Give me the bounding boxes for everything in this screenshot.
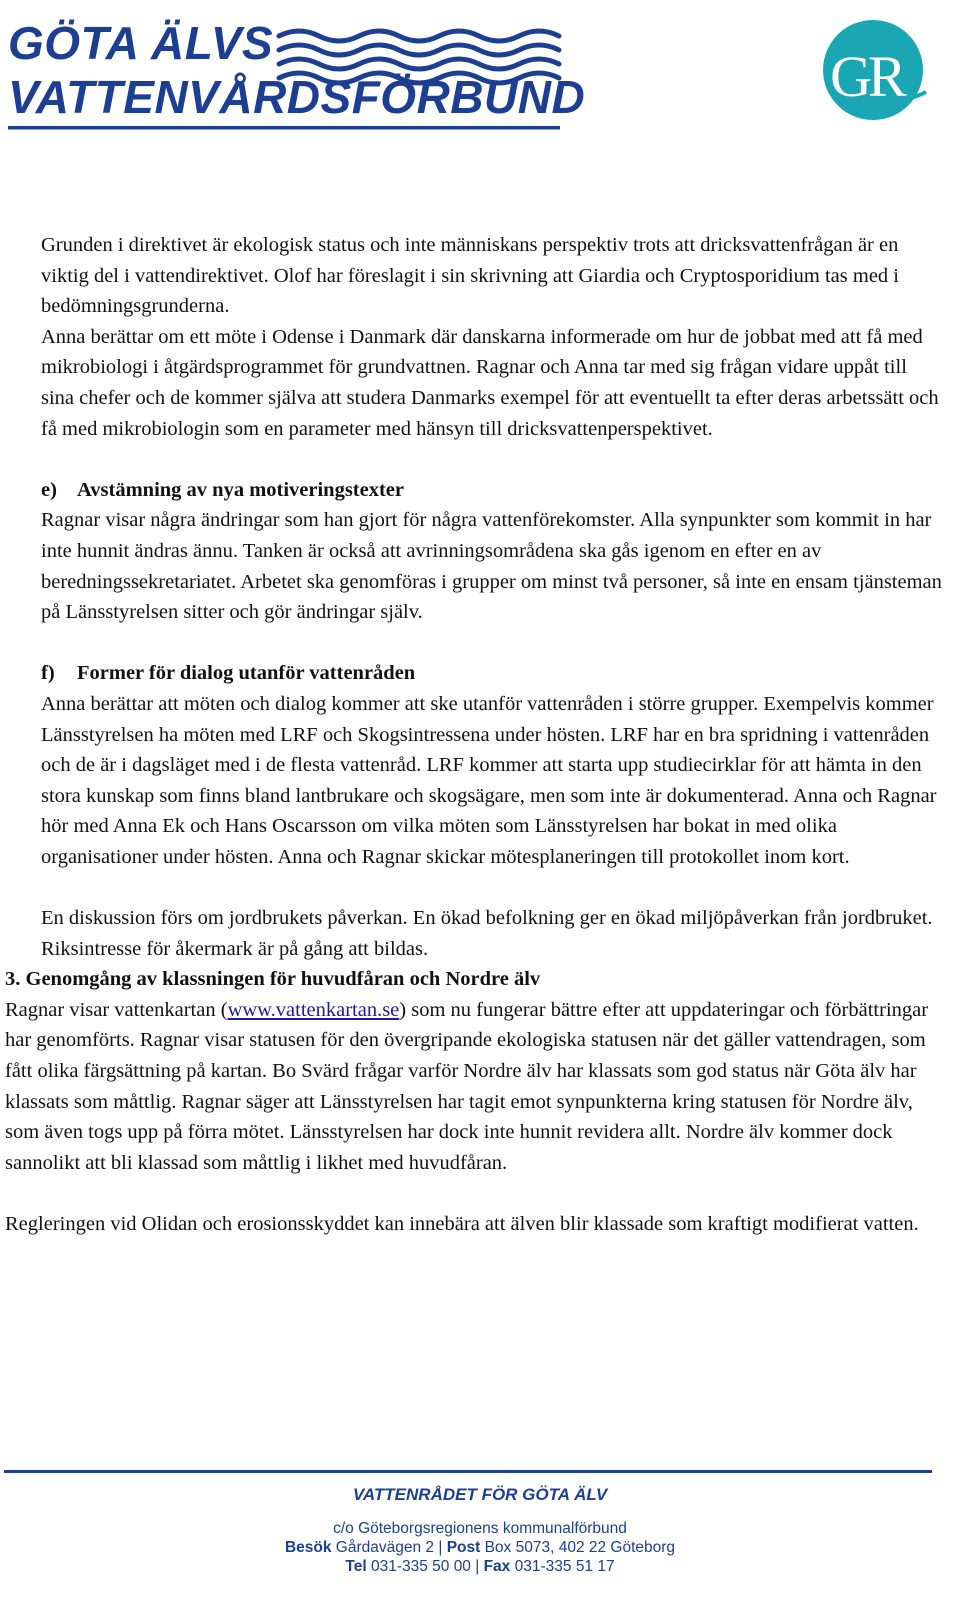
footer-value: Gårdavägen 2: [335, 1539, 435, 1556]
section-heading-3: 3. Genomgång av klassningen för huvudfåran och Nordre älv: [5, 968, 541, 991]
paragraph: Anna berättar att möten och dialog kommer att ske utanför vattenråden i större grupper. Exempelvis kommer Länsstyrelsen ha möten med LRF och Skogsintressena under hösten. LRF har en bra spridning i vattenråden och de är i dagsläget med i de flesta vattenråd. LRF kommer att starta upp studiecirklar för att hämta in den stora kunskap som finns bland lantbrukare och skogsägare, men som inte är dokumenterad. Anna och Ragnar hör med Anna Ek och Hans Oscarsson om vilka möten som Länsstyrelsen har bokat in med olika organisationer under hösten. Anna och Ragnar skickar mötesplaneringen till protokollet inom kort.: [41, 692, 937, 868]
footer-label: Besök: [284, 1539, 332, 1556]
section-heading-e: [0, 475, 960, 506]
wave-lines-icon: [4, 14, 574, 144]
gr-logo: [820, 18, 930, 128]
paragraph: Grunden i direktivet är ekologisk status och inte människans perspektiv trots att dricksvattenfrågan är en viktig del i vattendirektivet. Olof har föreslagit i sin skrivning att Giardia och Cryptosporidium tas med i bedömningsgrunderna.: [41, 234, 899, 318]
footer-value: 031-335 51 17: [514, 1558, 615, 1575]
paragraph: En diskussion förs om jordbrukets påverkan. En ökad befolkning ger en ökad miljöpåverkan från jordbruket. Riksintresse för åkermark är på gång att bildas.: [41, 907, 933, 960]
text-span: ) som nu fungerar bättre efter att uppdateringar och förbättringar har genomförts. Ragnar visar statusen för den övergripande ekologiska statusen när det gäller vattendragen, som fått olika färgsättning på kartan. Bo Svärd frågar varför Nordre älv har klassats som god status när Göta älv har klassats som måttlig. Ragnar säger att Länsstyrelsen har tagit emot synpunkterna kring statusen för Nordre älv, som även togs upp på förra mötet. Länsstyrelsen har dock inte hunnit revidera allt. Nordre älv kommer dock sannolikt att bli klassad som måttlig i likhet med huvudfåran.: [5, 998, 929, 1174]
footer-separator: |: [475, 1558, 480, 1575]
vattenkartan-link[interactable]: www.vattenkartan.se: [227, 998, 400, 1021]
footer-divider: [4, 1470, 932, 1473]
text-span: Ragnar visar vattenkartan (: [5, 998, 228, 1021]
footer-value: Box 5073, 402 22 Göteborg: [484, 1539, 676, 1556]
org-logo: [4, 14, 586, 134]
footer-value: 031-335 50 00: [370, 1558, 471, 1575]
section-title: Avstämning av nya motiveringstexter: [77, 478, 405, 501]
section-label: e): [41, 478, 57, 501]
section-heading-f: [0, 658, 960, 689]
section-title: Former för dialog utanför vattenråden: [77, 662, 416, 685]
footer-title: VATTENRÅDET FÖR GÖTA ÄLV: [352, 1485, 608, 1504]
org-name-line1: GÖTA ÄLVS: [8, 17, 274, 69]
org-name-line2: VATTENVÅRDSFÖRBUND: [8, 71, 586, 123]
footer-address-line: [0, 1538, 960, 1557]
paragraph: Regleringen vid Olidan och erosionsskyddet kan innebära att älven blir klassade som kraftigt modifierat vatten.: [5, 1213, 919, 1235]
footer-separator: |: [438, 1539, 443, 1556]
document-body: [0, 230, 960, 1240]
section-label: f): [41, 662, 55, 685]
paragraph: Ragnar visar några ändringar som han gjort för några vattenförekomster. Alla synpunkter som kommit in har inte hunnit ändras ännu. Tanken är också att avrinningsområdena ska gås igenom en efter en av beredningssekretariatet. Arbetet ska genomföras i grupper om minst två personer, så inte en ensam tjänsteman på Länsstyrelsen sitter och gör ändringar själv.: [41, 509, 942, 624]
footer-address-line: [0, 1557, 960, 1576]
footer-label: Post: [446, 1539, 481, 1556]
paragraph: Anna berättar om ett möte i Odense i Danmark där danskarna informerade om hur de jobbat med att få med mikrobiologi i åtgärdsprogrammet för grundvattnen. Ragnar och Anna tar med sig frågan vidare uppåt till sina chefer och de kommer själva att studera Danmarks exempel för att eventuellt ta efter deras arbetssätt och få med mikrobiologin som en parameter med hänsyn till dricksvattenperspektivet.: [41, 325, 939, 440]
footer-address-line: c/o Göteborgsregionens kommunalförbund: [333, 1520, 627, 1537]
paragraph: [0, 995, 960, 1179]
footer-label: Tel: [345, 1558, 367, 1575]
footer: [0, 1485, 960, 1576]
gr-logo-text: GR: [830, 44, 903, 109]
footer-label: Fax: [483, 1558, 511, 1575]
